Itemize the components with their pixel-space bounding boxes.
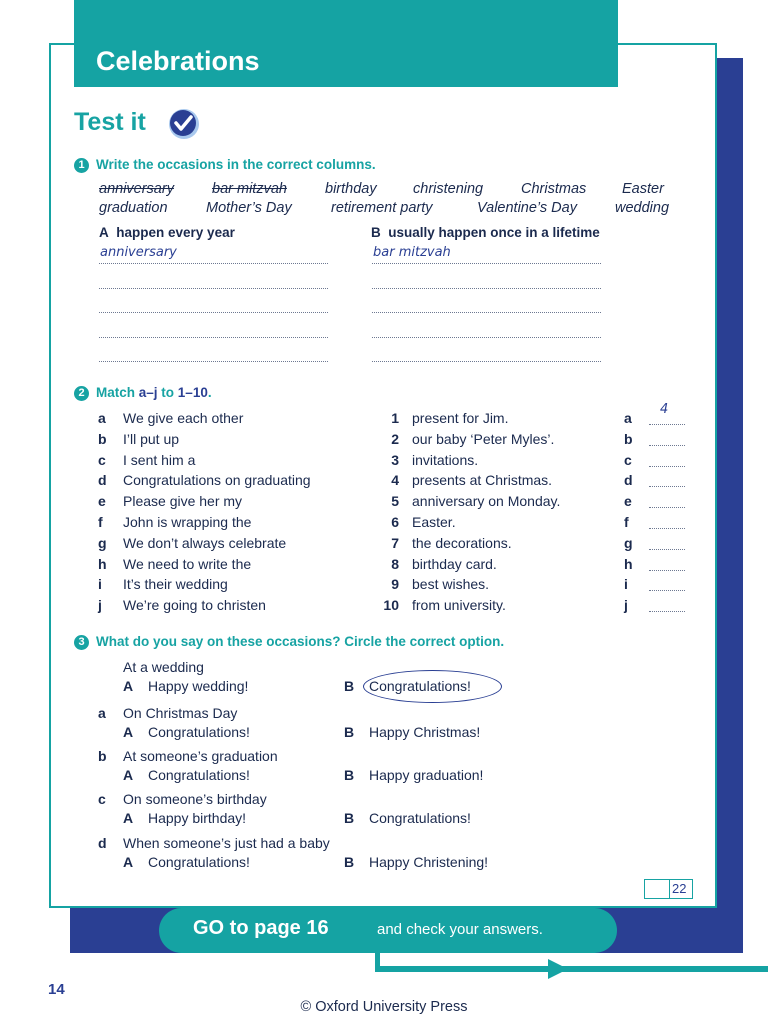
word-retirement-party: retirement party — [331, 200, 433, 216]
ex2-left-text: We give each other — [123, 410, 244, 426]
ex2-answer-letter: i — [624, 576, 628, 592]
page-number: 14 — [48, 981, 65, 998]
column-a-text: happen every year — [116, 225, 235, 240]
word-mothers-day: Mother’s Day — [206, 200, 292, 216]
ex3-option-b-label: B — [344, 854, 355, 870]
ex3-option-a-label: A — [123, 854, 134, 870]
ex3-option-b-label: B — [344, 724, 355, 740]
page-title: Celebrations — [96, 46, 260, 76]
ex2-answer-letter: h — [624, 556, 633, 572]
column-a-line-2[interactable] — [99, 288, 328, 289]
ex2-right-text: Easter. — [412, 514, 456, 530]
ex2-left-text: I sent him a — [123, 452, 196, 468]
score-total: 22 — [672, 881, 687, 896]
ex2-right-number: 1 — [391, 410, 399, 426]
ex3-option-b-text: Happy Christening! — [369, 854, 489, 870]
ex2-left-letter: f — [98, 514, 103, 530]
ex2-right-text: the decorations. — [412, 535, 512, 551]
ex3-option-a-label: A — [123, 767, 134, 783]
ex3-item-letter: c — [98, 791, 106, 807]
ex2-left-letter: j — [98, 597, 102, 613]
ex3-occasion: On Christmas Day — [123, 705, 238, 721]
ex2-left-letter: d — [98, 472, 107, 488]
ex3-option-b-text: Congratulations! — [369, 810, 471, 826]
ex2-left-text: I’ll put up — [123, 431, 180, 447]
ex2-instruction — [74, 385, 212, 401]
ex3-option-a-label: A — [123, 810, 134, 826]
title-bar — [74, 0, 618, 87]
ex3-item-letter: b — [98, 748, 107, 764]
column-a-line-4[interactable] — [99, 337, 328, 338]
arrow-right-icon — [548, 959, 568, 979]
ex2-answer-letter: d — [624, 472, 633, 488]
ex2-instruction-prefix: Match — [96, 385, 139, 400]
ex3-occasion: On someone’s birthday — [123, 791, 267, 807]
ex3-instruction-text: What do you say on these occasions? Circle the correct option. — [96, 634, 505, 649]
ex1-number: 1 — [74, 158, 89, 173]
ex2-left-letter: b — [98, 431, 107, 447]
ex2-right-text: present for Jim. — [412, 410, 509, 426]
word-easter: Easter — [622, 181, 664, 197]
ex3-option-b-text: Congratulations! — [369, 678, 471, 694]
ex2-answer-line[interactable] — [649, 570, 685, 571]
column-b-text: usually happen once in a lifetime — [388, 225, 600, 240]
column-b-line-4[interactable] — [372, 337, 601, 338]
ex3-occasion: When someone’s just had a baby — [123, 835, 330, 851]
ex2-right-text: invitations. — [412, 452, 479, 468]
ex2-left-text: We don’t always celebrate — [123, 535, 287, 551]
ex2-left-text: Congratulations on graduating — [123, 472, 311, 488]
column-b-example: bar mitzvah — [373, 245, 451, 260]
score-box — [644, 879, 693, 899]
ex2-left-letter: i — [98, 576, 102, 592]
ex2-answer-line[interactable] — [649, 549, 685, 550]
go-rest-text: and check your answers. — [377, 921, 543, 938]
ex2-answer-line[interactable] — [649, 445, 685, 446]
ex2-left-letter: h — [98, 556, 107, 572]
ex1-instruction — [74, 157, 376, 173]
ex3-item-letter: a — [98, 705, 106, 721]
column-b-line-2[interactable] — [372, 288, 601, 289]
test-it-heading: Test it — [74, 108, 146, 136]
ex2-right-text: from university. — [412, 597, 506, 613]
go-to-page-banner[interactable] — [159, 908, 617, 953]
ex3-option-a-text: Congratulations! — [148, 724, 250, 740]
column-b-line-5[interactable] — [372, 361, 601, 362]
ex2-right-number: 7 — [391, 535, 399, 551]
score-divider — [669, 880, 670, 898]
ex2-answer-line[interactable] — [649, 486, 685, 487]
ex2-right-text: birthday card. — [412, 556, 497, 572]
ex3-occasion: At someone’s graduation — [123, 748, 278, 764]
ex3-occasion: At a wedding — [123, 659, 204, 675]
column-a-line-3[interactable] — [99, 312, 328, 313]
word-christening: christening — [413, 181, 484, 197]
ex2-instruction-mid: to — [157, 385, 178, 400]
ex2-answer-line[interactable] — [649, 466, 685, 467]
column-a-heading — [99, 225, 235, 240]
circled-answer — [363, 670, 502, 703]
word-wedding: wedding — [615, 200, 670, 216]
ex2-example-answer: 4 — [660, 402, 669, 417]
ex2-answer-line[interactable] — [649, 507, 685, 508]
ex2-right-number: 6 — [391, 514, 399, 530]
ex3-option-a-label: A — [123, 724, 134, 740]
column-a-example: anniversary — [100, 245, 177, 260]
column-b-line-3[interactable] — [372, 312, 601, 313]
ex2-instruction-end: . — [207, 385, 212, 400]
ex3-item-letter: d — [98, 835, 107, 851]
ex2-right-number: 10 — [383, 597, 399, 613]
ex2-left-text: We need to write the — [123, 556, 252, 572]
check-circle-icon — [168, 108, 200, 140]
word-birthday: birthday — [325, 181, 377, 197]
column-b-heading — [371, 225, 600, 240]
ex3-option-a-text: Happy birthday! — [148, 810, 247, 826]
ex2-right-number: 5 — [391, 493, 399, 509]
arrow-line — [375, 966, 768, 972]
ex3-option-b-label: B — [344, 767, 355, 783]
ex3-number: 3 — [74, 635, 89, 650]
column-a-line-5[interactable] — [99, 361, 328, 362]
ex2-answer-letter: c — [624, 452, 632, 468]
ex2-range-letters: a–j — [138, 385, 158, 400]
ex2-left-text: We’re going to christen — [123, 597, 266, 613]
word-bar-mitzvah: bar mitzvah — [212, 181, 287, 197]
ex2-answer-letter: a — [624, 410, 632, 426]
column-b-letter: B — [371, 225, 381, 240]
ex2-answer-line[interactable] — [649, 528, 685, 529]
ex2-answer-line[interactable] — [649, 424, 685, 425]
ex3-option-a-text: Congratulations! — [148, 854, 250, 870]
ex2-answer-line[interactable] — [649, 611, 685, 612]
word-anniversary: anniversary — [99, 181, 174, 197]
ex2-answer-letter: f — [624, 514, 629, 530]
go-label: GO to page 16 — [193, 917, 329, 939]
ex3-instruction — [74, 634, 504, 650]
ex3-option-b-label: B — [344, 810, 355, 826]
ex2-right-text: presents at Christmas. — [412, 472, 553, 488]
ex2-number: 2 — [74, 386, 89, 401]
ex3-option-b-text: Happy graduation! — [369, 767, 484, 783]
ex2-left-letter: a — [98, 410, 106, 426]
ex3-option-a-text: Happy wedding! — [148, 678, 249, 694]
ex2-left-text: It’s their wedding — [123, 576, 228, 592]
word-graduation: graduation — [99, 200, 168, 216]
column-b-line-1[interactable] — [372, 263, 601, 264]
ex2-left-text: Please give her my — [123, 493, 243, 509]
ex1-instruction-text: Write the occasions in the correct columns. — [96, 157, 376, 172]
word-christmas: Christmas — [521, 181, 587, 197]
ex2-right-text: best wishes. — [412, 576, 490, 592]
ex2-answer-letter: e — [624, 493, 632, 509]
ex2-right-number: 2 — [391, 431, 399, 447]
ex3-option-a-text: Congratulations! — [148, 767, 250, 783]
copyright-notice: © Oxford University Press — [300, 999, 468, 1015]
ex2-right-number: 4 — [391, 472, 399, 488]
ex2-answer-letter: g — [624, 535, 633, 551]
ex2-right-number: 8 — [391, 556, 399, 572]
ex3-option-b-label: B — [344, 678, 355, 694]
ex2-left-letter: e — [98, 493, 106, 509]
ex2-left-text: John is wrapping the — [123, 514, 252, 530]
ex3-option-b-text: Happy Christmas! — [369, 724, 481, 740]
ex2-left-letter: c — [98, 452, 106, 468]
column-a-letter: A — [99, 225, 109, 240]
ex2-answer-letter: j — [624, 597, 628, 613]
ex2-answer-letter: b — [624, 431, 633, 447]
word-valentines-day: Valentine’s Day — [477, 200, 577, 216]
ex2-right-number: 9 — [391, 576, 399, 592]
ex2-right-text: our baby ‘Peter Myles’. — [412, 431, 555, 447]
ex2-answer-line[interactable] — [649, 590, 685, 591]
ex2-range-numbers: 1–10 — [177, 385, 208, 400]
ex2-right-number: 3 — [391, 452, 399, 468]
ex2-left-letter: g — [98, 535, 107, 551]
ex3-option-a-label: A — [123, 678, 134, 694]
column-a-line-1[interactable] — [99, 263, 328, 264]
ex2-right-text: anniversary on Monday. — [412, 493, 561, 509]
